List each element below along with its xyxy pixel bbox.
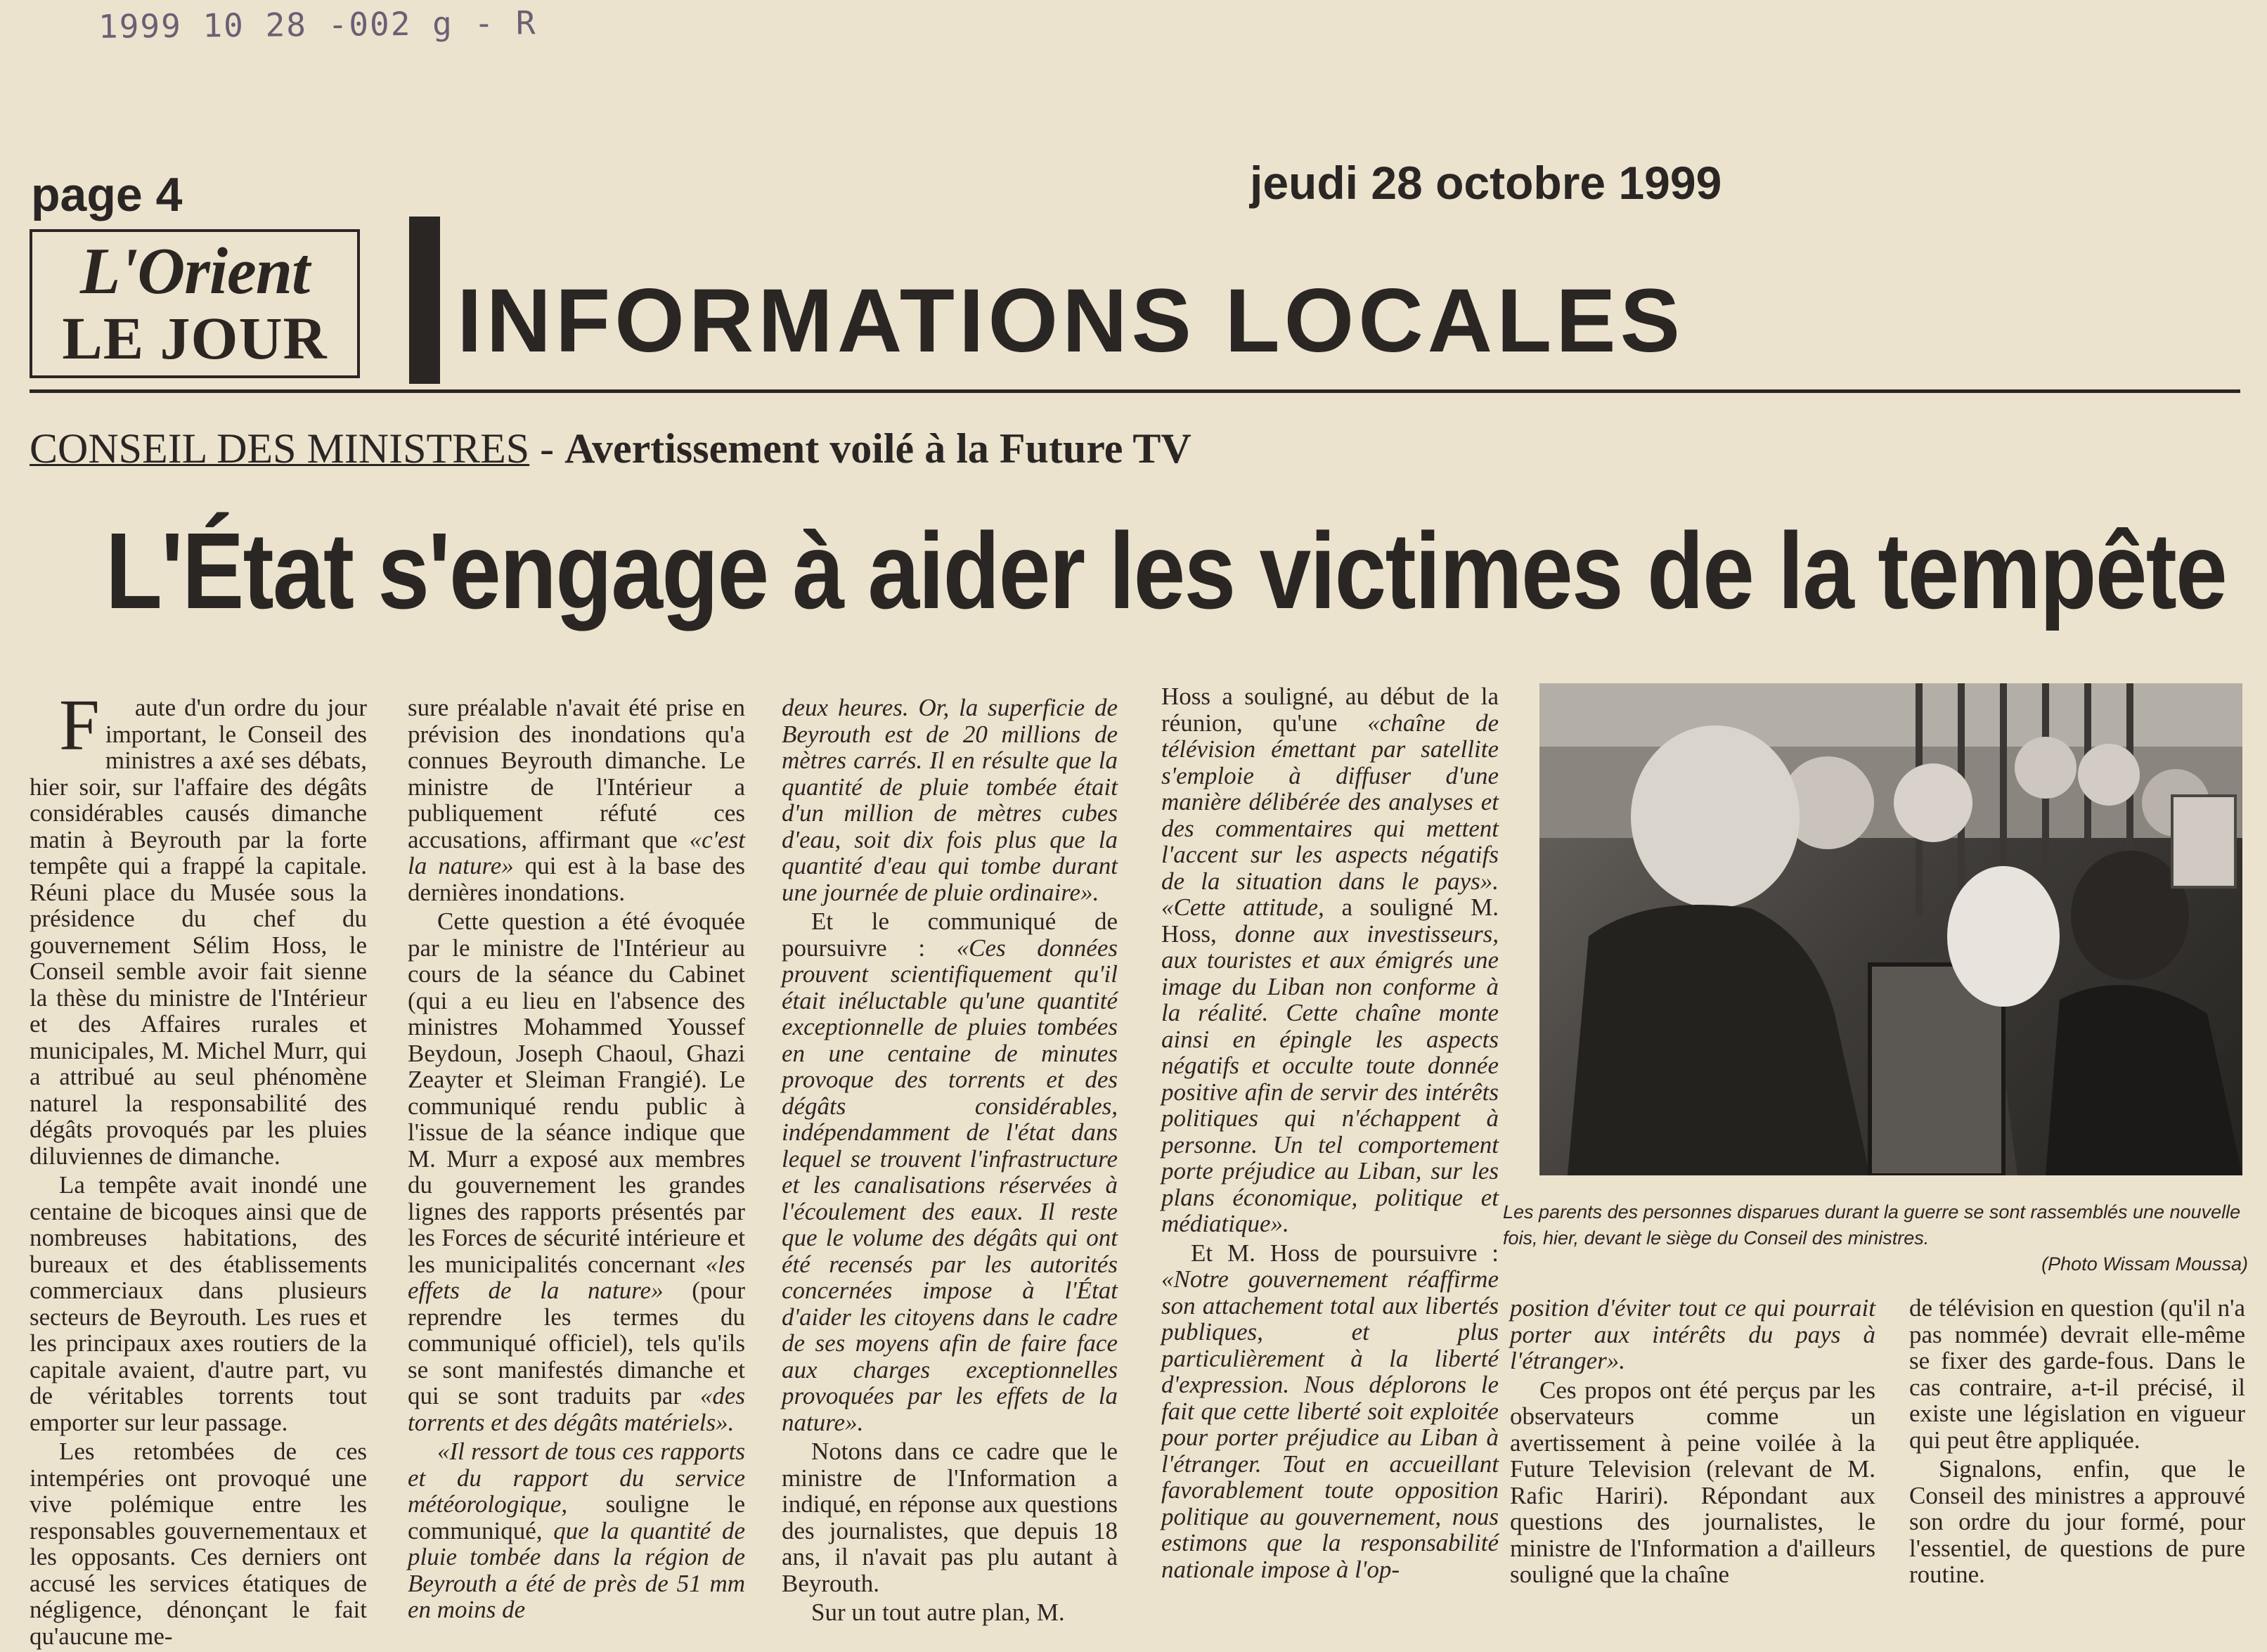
text-run: Cette question a été évoquée par le ministre de l'Intérieur au cours de la séance du Cabinet (qui a eu lieu en l'absence des ministres Mohammed Youssef Beydoun, Joseph Chaoul, Ghazi Zeayter et Sleiman Frangié). Le communiqué rendu public à l'issue de la séance indique que M. Murr a exposé aux membres du gouvernement les grandes lignes des rapports présentés par les Forces de sécurité intérieure et les municipalités concernant: [408, 908, 745, 1278]
paragraph: [408, 695, 745, 905]
paragraph: [408, 908, 745, 1435]
photo-credit: (Photo Wissam Moussa): [2041, 1253, 2248, 1275]
quote: «Cette attitude,: [1161, 893, 1324, 921]
paragraph: Signalons, enfin, que le Conseil des ministres a approuvé son ordre du jour formé, pour l'essentiel, de questions de pure routine.: [1909, 1455, 2245, 1588]
paragraph: Faute d'un ordre du jour important, le Conseil des ministres a axé ses débats, hier soir, sur l'affaire des dégâts considérables causés dimanche matin à Beyrouth par la forte tempête qui a frappé la capitale. Réuni place du Musée sous la présidence du chef du gouvernement Sélim Hoss, le Conseil semble avoir fait sienne la thèse du ministre de l'Intérieur et des Affaires rurales et municipales, M. Michel Murr, qui a attribué au seul phénomène naturel la responsabilité des dégâts provoqués par les pluies diluviennes de dimanche.: [30, 685, 367, 1170]
article-column-6: [1909, 1295, 2245, 1591]
article-column-3: [782, 695, 1118, 1629]
text-run: Et M. Hoss de poursuivre :: [1191, 1239, 1499, 1267]
caption-text: Les parents des personnes disparues durant la guerre se sont rassemblés une nouvelle fois, hier, devant le siège du Conseil des ministres.: [1503, 1201, 2241, 1248]
paragraph: deux heures. Or, la superficie de Beyrouth est de 20 millions de mètres carrés. Il en résulte que la quantité de pluie tombée était d'un million de mètres cubes d'eau, soit dix fois plus que la quantité d'eau qui tombe durant une journée de pluie ordinaire».: [782, 694, 1118, 906]
article-column-4: [1161, 683, 1499, 1585]
article-column-1: [30, 685, 367, 1652]
paragraph: Ces propos ont été perçus par les observateurs comme un avertissement à peine voilée à la Future Television (relevant de M. Rafic Hariri). Répondant aux questions des journalistes, le ministre de l'Information a d'ailleurs souligné que la chaîne: [1510, 1376, 1875, 1588]
kicker-separator: -: [529, 425, 565, 472]
header-divider: [30, 389, 2240, 393]
text-run: a souligné M. Hoss,: [1161, 893, 1499, 948]
paragraph: Notons dans ce cadre que le ministre de l'Information a indiqué, en réponse aux questions des journalistes, que depuis 18 ans, il n'avait pas plu autant à Beyrouth.: [782, 1438, 1118, 1597]
quote: donne aux investisseurs, aux touristes et aux émigrés une image du Liban non conforme à la réalité. Cette chaîne monte ainsi en épingle les aspects négatifs et occulte toute donnée positive afin de servir des intérêts politiques qui n'échappent à personne. Un tel comportement porte préjudice au Liban, sur les plans économique, politique et médiatique».: [1161, 919, 1499, 1237]
newspaper-logo: [30, 229, 360, 378]
logo-line-1: L'Orient: [79, 235, 310, 308]
article-column-5: [1510, 1295, 1875, 1591]
text-run: Et le communiqué de poursuivre :: [782, 908, 1118, 962]
headline: L'État s'engage à aider les victimes de la tempête: [105, 510, 2227, 631]
kicker-label: CONSEIL DES MINISTRES: [30, 425, 530, 472]
text-run: sure préalable n'avait été prise en prévision des inondations qu'a connues Beyrouth dimanche. Le ministre de l'Intérieur a publiquement réfuté ces accusations, affirmant que: [408, 694, 745, 853]
paragraph: La tempête avait inondé une centaine de bicoques ainsi que de nombreuses habitations, des bureaux et des établissements commerciaux dans plusieurs secteurs de Beyrouth. Les rues et les principaux axes routiers de la capitale avaient, d'autre part, vu de véritables torrents tout emporter sur leur passage.: [30, 1171, 367, 1436]
news-photo: [1539, 683, 2242, 1175]
paragraph: [1161, 683, 1499, 1237]
paragraph: Les retombées de ces intempéries ont provoqué une vive polémique entre les responsables gouvernementaux et les opposants. Ces derniers ont accusé les services étatiques de négligence, dénonçant le fait qu'aucune me-: [30, 1438, 367, 1650]
kicker: [30, 425, 1191, 473]
issue-date: jeudi 28 octobre 1999: [1250, 157, 1722, 209]
section-bar: [409, 217, 440, 384]
paragraph: [782, 908, 1118, 1435]
archive-reference: 1999 10 28 -002 g - R: [98, 4, 537, 46]
photo-caption: [1503, 1199, 2248, 1277]
logo-line-2: LE JOUR: [62, 304, 328, 372]
quote: «Ces données prouvent scientifiquement qu'il était inéluctable qu'une quantité exceptionnelle de pluies tombées en une centaine de minutes provoque des torrents et des dégâts considérables, indépendamment de l'état dans lequel se trouvent l'infrastructure et les canalisations réservées à l'écoulement des eaux. Il reste que le volume des dégâts qui ont été recensés par les autorités concernées impose à l'État d'aider les citoyens dans le cadre de ses moyens afin de faire face aux charges exceptionnelles provoquées par les effets de la nature».: [782, 934, 1118, 1436]
quote: «les effets de la nature»: [408, 1250, 746, 1304]
kicker-subtitle: Avertissement voilé à la Future TV: [564, 425, 1191, 472]
section-title: INFORMATIONS LOCALES: [457, 271, 1684, 371]
text-run: (pour reprendre les termes du communiqué officiel), tels qu'ils se sont manifestés dimanche et qui se sont traduits par: [408, 1277, 746, 1409]
paragraph: Sur un tout autre plan, M.: [811, 1599, 1065, 1626]
quote: «c'est la nature»: [408, 825, 745, 879]
paragraph: position d'éviter tout ce qui pourrait porter aux intérêts du pays à l'étranger».: [1510, 1294, 1875, 1374]
paragraph: [1161, 1240, 1499, 1583]
quote: «Notre gouvernement réaffirme son attachement total aux libertés publiques, et plus particulièrement à la liberté d'expression. Nous déplorons le fait que cette liberté soit exploitée pour porter préjudice au Liban à l'étranger. Tout en accueillant favorablement toute opposition politique au gouvernement, nous estimons que la responsabilité nationale impose à l'op-: [1161, 1265, 1499, 1583]
quote: «chaîne de télévision émettant par satellite s'emploie à diffuser d'une manière délibérée des analyses et des commentaires qui mettent l'accent sur les aspects négatifs de la situation dans le pays».: [1161, 709, 1499, 895]
quote: que la quantité de pluie tombée dans la région de Beyrouth a été de près de 51 mm en moins de: [408, 1516, 745, 1623]
text-run: Hoss a souligné, au début de la réunion, qu'une: [1161, 683, 1499, 737]
paragraph: de télévision en question (qu'il n'a pas nommée) devrait elle-même se fixer des garde-fous. Dans le cas contraire, a-t-il précisé, il existe une législation en vigueur qui peut être appliquée.: [1909, 1294, 2245, 1454]
paragraph: [408, 1438, 745, 1623]
article-column-2: [408, 695, 745, 1626]
text-run: qui est à la base des dernières inondations.: [408, 852, 745, 906]
quote: «des torrents et des dégâts matériels».: [408, 1382, 746, 1436]
quote: «Il ressort de tous ces rapports et du rapport du service météorologique,: [408, 1438, 745, 1518]
photo-illustration: [1539, 683, 2242, 1175]
page-number: page 4: [31, 168, 183, 221]
text-run: souligne le communiqué,: [408, 1490, 745, 1544]
